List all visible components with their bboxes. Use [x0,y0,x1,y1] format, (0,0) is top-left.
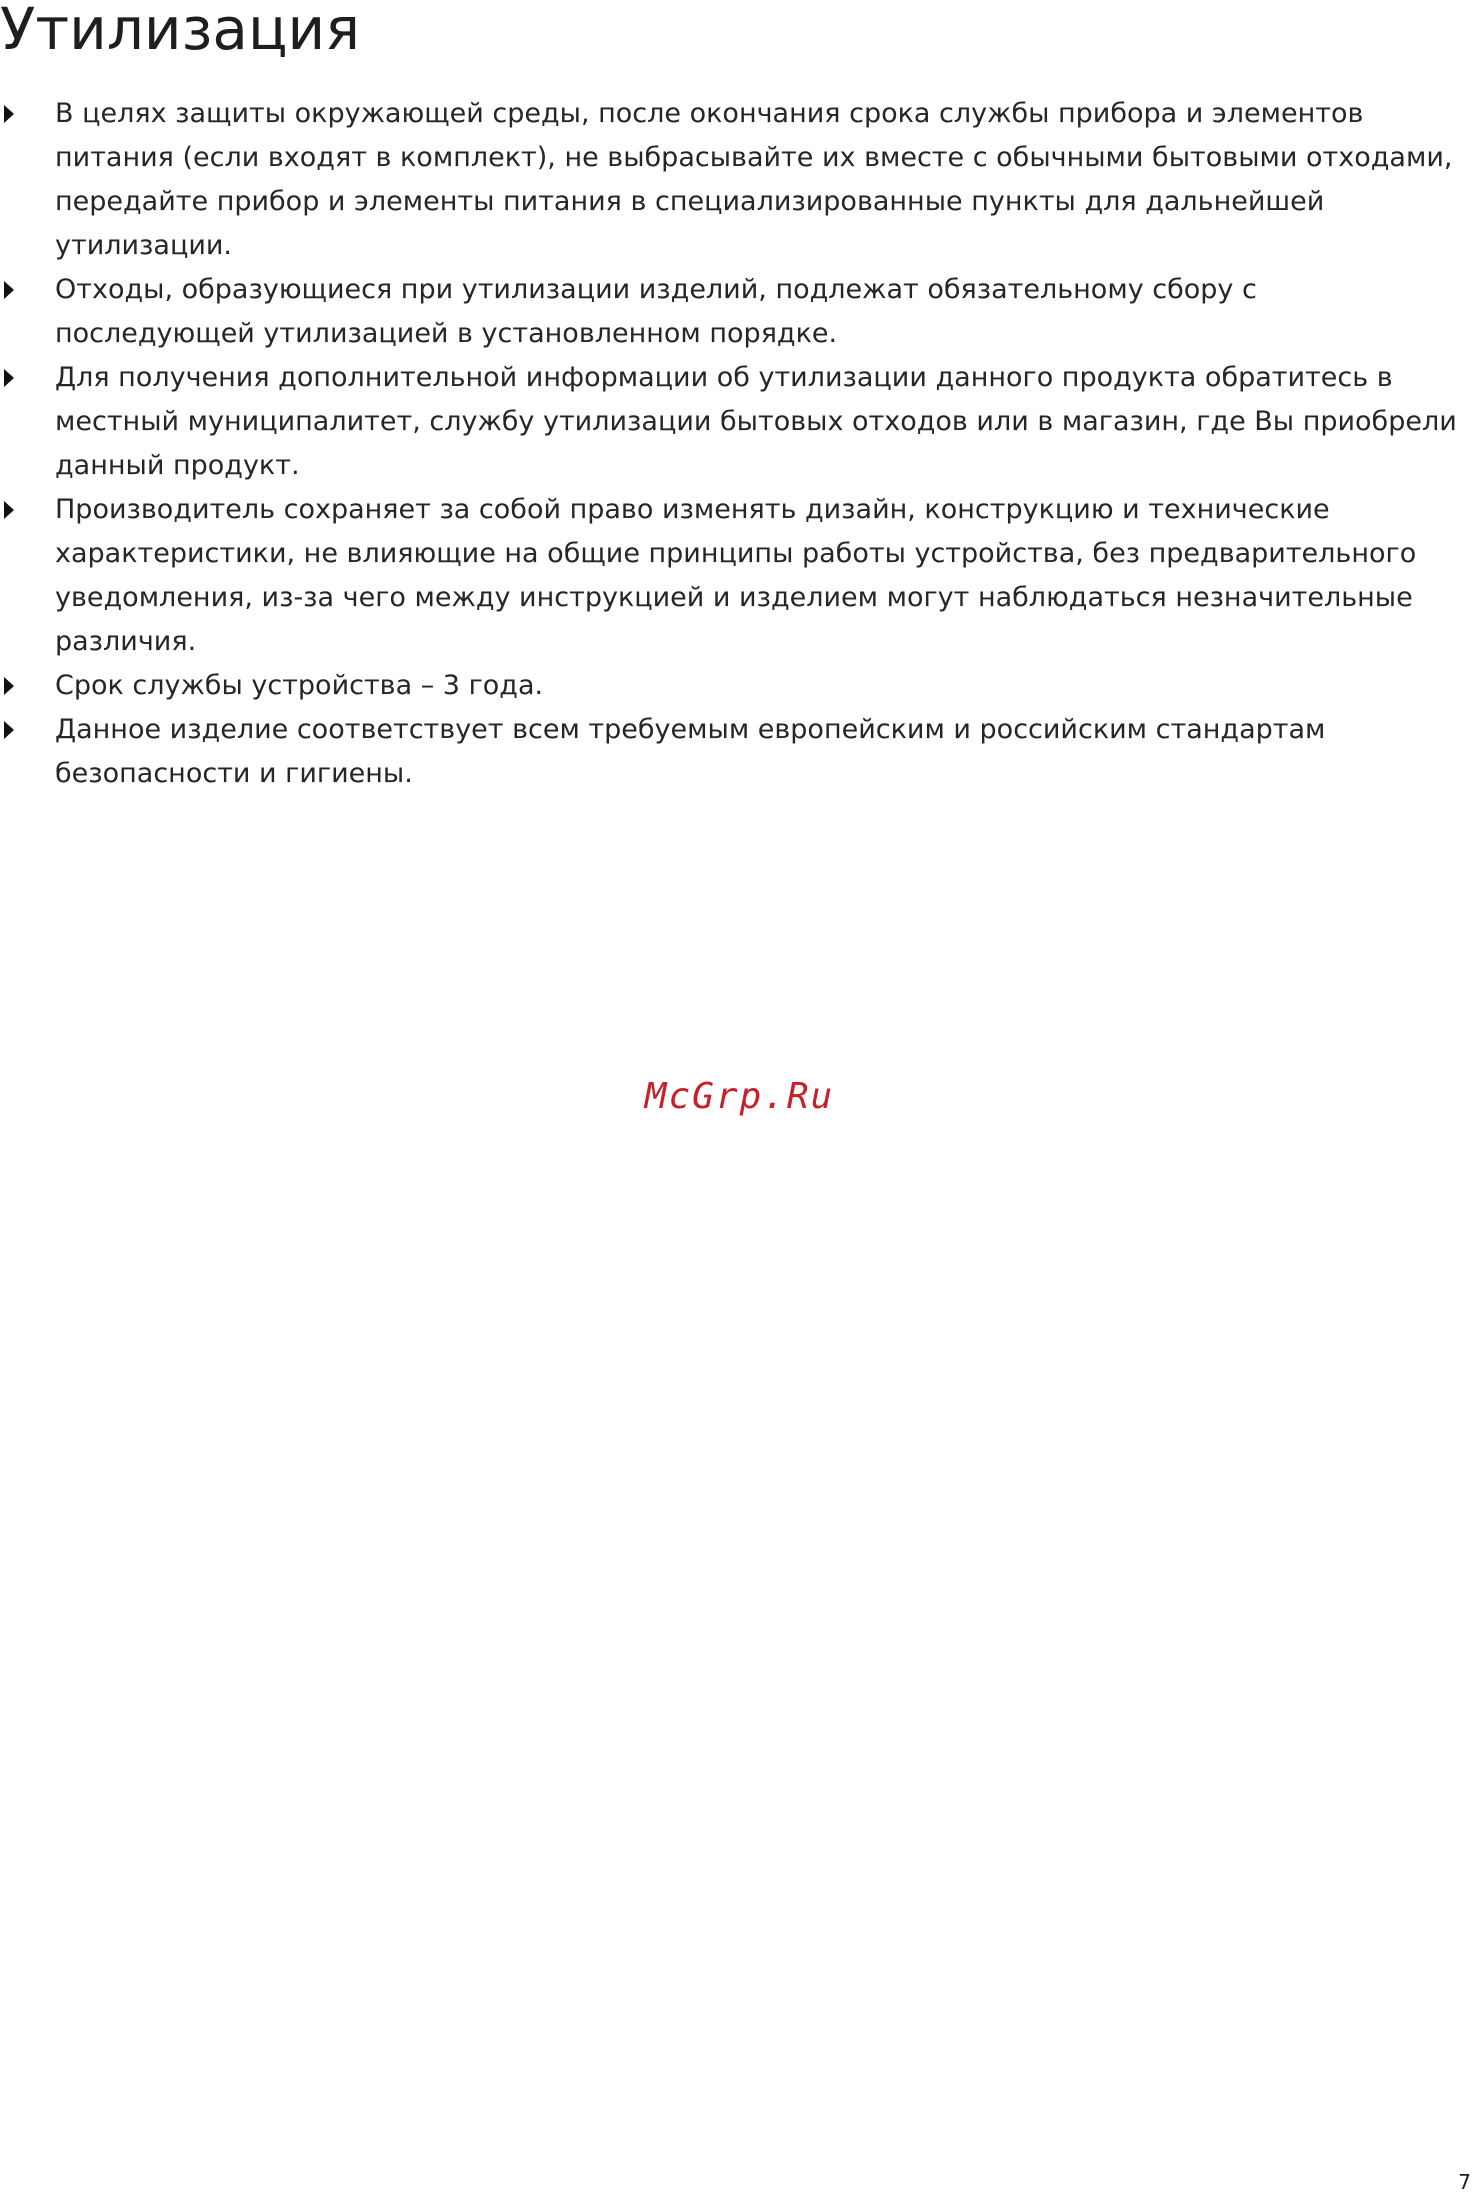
list-item-text: Срок службы устройства – 3 года. [55,670,544,701]
list-item [0,268,1460,356]
triangle-right-icon [4,677,14,695]
list-item-text: Для получения дополнительной информации об утилизации данного продукта обратитесь в местный муниципалитет, службу утилизации бытовых отходов или в магазин, где Вы приобрели данный продукт. [55,362,1457,481]
list-item [0,708,1460,796]
list-item-text: Данное изделие соответствует всем требуемым европейским и российским стандартам безопасности и гигиены. [55,714,1326,789]
triangle-right-icon [4,501,14,519]
triangle-right-icon [4,281,14,299]
list-item [0,356,1460,488]
page-title: Утилизация [0,0,361,63]
list-item-text: Отходы, образующиеся при утилизации изделий, подлежат обязательному сбору с последующей утилизацией в установленном порядке. [55,274,1257,349]
triangle-right-icon [4,721,14,739]
list-item-text: В целях защиты окружающей среды, после окончания срока службы прибора и элементов питания (если входят в комплект), не выбрасывайте их вместе с обычными бытовыми отходами, передайте прибор и элементы питания в специализированные пункты для дальнейшей утилизации. [55,98,1453,261]
watermark: McGrp.Ru [644,1076,835,1117]
bullet-list [0,92,1460,796]
list-item [0,92,1460,268]
triangle-right-icon [4,105,14,123]
triangle-right-icon [4,369,14,387]
list-item [0,488,1460,664]
page-number: 7 [1458,2170,1471,2194]
list-item [0,664,1460,708]
list-item-text: Производитель сохраняет за собой право изменять дизайн, конструкцию и технические характеристики, не влияющие на общие принципы работы устройства, без предварительного уведомления, из-за чего между инструкцией и изделием могут наблюдаться незначительные различия. [55,494,1417,657]
